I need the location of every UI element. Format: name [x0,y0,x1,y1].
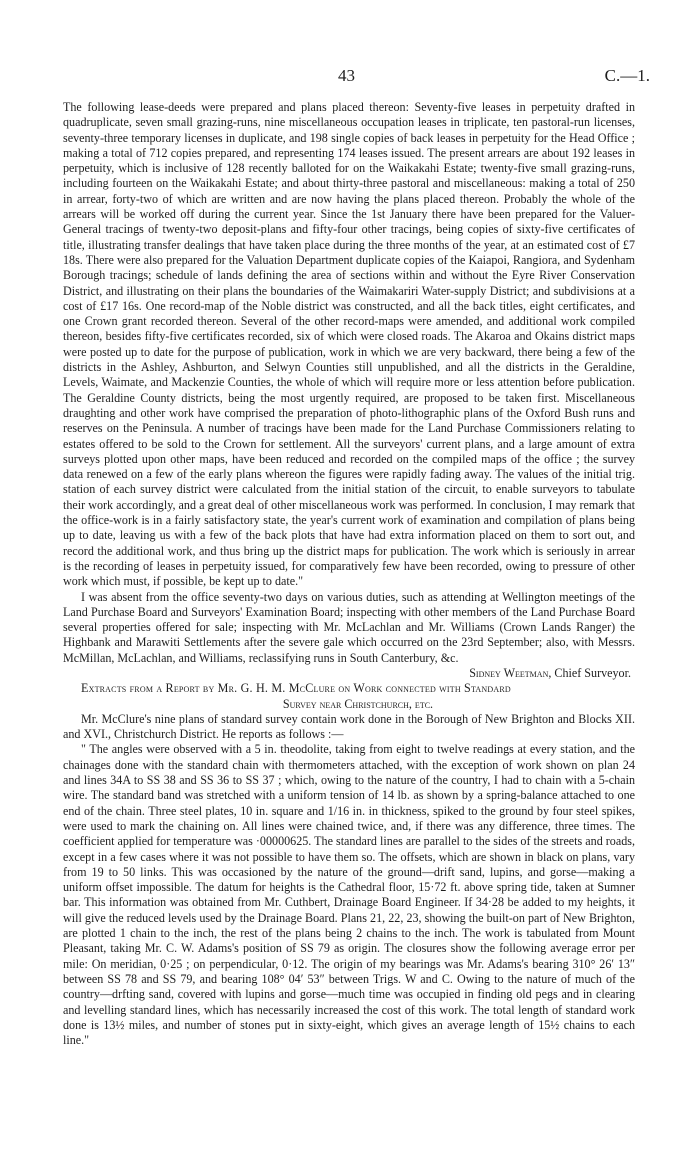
body-text [63,100,635,1048]
page-number: 43 [338,66,355,85]
signature-title: , Chief Surveyor. [548,665,631,680]
signature-line [63,666,635,681]
extract-heading-line-2: Survey near Christchurch, etc. [282,696,434,711]
paragraph-mcclure-report: " The angles were observed with a 5 in. theodolite, taking from eight to twelve readings at every station, and the chainages done with the standard chain with thermometers attached, with the exception of work shown on plan 24 and lines 34A to SS 38 and SS 36 to SS 37 ; which, owing to the nature of the country, I had to chain with a 5-chain wire. The standard band was stretched with a uniform tension of 14 lb. as shown by a spring-balance attached to one end of the chain. Three steel plates, 10 in. square and 1/16 in. in thickness, spiked to the ground by four steel spikes, were used to mark the chaining on. All lines were chained twice, and, if there was any difference, three times. The coefficient applied for temperature was ·00000625. The standard lines are parallel to the sides of the streets and roads, except in a few cases where it was not possible to have them so. The offsets, which are shown in black on plans, vary from 19 to 50 links. This was occasioned by the nature of the ground—drift sand, lupins, and gorse—making a uniform offset impossible. The datum for heights is the Cathedral floor, 15·72 ft. above spring tide, taken at Sumner bar. This information was obtained from Mr. Cuthbert, Drainage Board Engineer. If 34·28 be added to my heights, it will give the reduced levels used by the Drainage Board. Plans 21, 22, 23, showing the built-on part of New Brighton, are plotted 1 chain to the inch, the rest of the plans being 2 chains to the inch. The work is tabulated from Mount Pleasant, taking Mr. C. W. Adams's position of SS 79 as origin. The closures show the following average error per mile: On meridian, 0·25 ; on perpendicular, 0·12. The origin of my bearings was Mr. Adams's bearing 310° 26′ 13″ between SS 78 and SS 79, and bearing 108° 04′ 53″ between Trigs. W and C. Owing to the nature of much of the country—drfting sand, covered with lupins and gorse—much time was occupied in finding old pegs and in clearing and levelling standard lines, which has necessarily increased the cost of this work. The total length of standard work done is 13½ miles, and number of stones put in sixty-eight, which gives an average length of 15½ chains to each line." [63,742,635,1048]
extract-heading-line-1: Extracts from a Report by Mr. G. H. M. McClure on Work connected with Standard [81,681,511,696]
page-header [0,66,700,90]
paragraph-lease-deeds: The following lease-deeds were prepared and plans placed thereon: Seventy-five leases in perpetuity drafted in quadruplicate, seven small grazing-runs, nine miscellaneous occupation leases in triplicate, ten pastoral-run licenses, seventy-three temporary licenses in duplicate, and 198 single copies of back leases in perpetuity for the Head Office ; making a total of 712 copies prepared, and representing 174 leases issued. The present arrears are about 192 leases in perpetuity, which is inclusive of 128 recently balloted for on the Waikakahi Estate; twenty-five small grazing-runs, including fourteen on the Waikakahi Estate; and about thirty-three pastoral and miscellaneous: making a total of 250 in arrear, forty-two of which are written and are now having the plans placed thereon. Probably the whole of the arrears will be worked off during the current year. Since the 1st January there have been prepared for the Valuer-General tracings of twenty-two deposit-plans and fifty-four other tracings, being copies of sixty-five certificates of title, illustrating transfer dealings that have taken place during the three months of the year, at an estimated cost of £7 18s. There were also prepared for the Valuation Department duplicate copies of the Kaiapoi, Rangiora, and Sydenham Borough tracings; schedule of lands defining the area of sections within and without the Eyre River Conservation District, and illustrating on their plans the boundaries of the Waimakariri Water-supply District; and subdivisions at a cost of £17 16s. One record-map of the Noble district was constructed, and all the back titles, eight certificates, and one Crown grant recorded thereon. Several of the other record-maps were amended, and additional work compiled thereon, besides fifty-five certificates recorded, six of which were closed roads. The Akaroa and Okains district maps were posted up to date for the purpose of publication, work in which we are very backward, there being a few of the districts in the Ashley, Ashburton, and Selwyn Counties still unpublished, and all the districts in the Geraldine, Levels, Waimate, and Mackenzie Counties, the whole of which will require more or less attention before publication. The Geraldine County districts, being the most urgently required, are proposed to be taken first. Miscellaneous draughting and other work have comprised the preparation of photo-lithographic plans of the Oxford Bush runs and reserves on the Peninsula. A number of tracings have been made for the Land Purchase Commissioners relating to estates offered to be sold to the Crown for settlement. All the surveyors' current plans, and a large amount of extra surveys plotted upon other maps, have been reduced and recorded on the compiled maps of the office ; the survey data renewed on a few of the early plans whereon the figures were rapidly fading away. The values of the initial trig. station of each survey district were calculated from the initial station of the circuit, to enable surveyors to tabulate their work accordingly, and a great deal of other miscellaneous work was performed. In conclusion, I may remark that the office-work is in a fairly satisfactory state, the year's current work of examination and compilation of plans being up to date, leaving us with a few of the back plots that have had extra information placed on them to sort out, and record the additional work, and thus bring up the district maps for publication. The work which is seriously in arrear is the recording of leases in perpetuity issued, for comparatively few have been recorded, owing to pressure of other work which must, if possible, be kept up to date." [63,100,635,589]
paragraph-mcclure-intro: Mr. McClure's nine plans of standard survey contain work done in the Borough of New Brighton and Blocks XII. and XVI., Christchurch District. He reports as follows :— [63,711,635,742]
paragraph-absences: I was absent from the office seventy-two days on various duties, such as attending at Wellington meetings of the Land Purchase Board and Surveyors' Examination Board; inspecting with other members of the Land Purchase Board several properties offered for sale; inspecting with Mr. McLachlan and Mr. Williams (Crown Lands Ranger) the Highbank and Marawiti Settlements after the severe gale which occurred on the 23rd September; also, with Messrs. McMillan, McLachlan, and Williams, reclassifying runs in South Canterbury, &c. [63,589,635,665]
signature-name: Sidney Weetman [469,665,549,680]
session-paper-reference: C.—1. [604,66,650,85]
